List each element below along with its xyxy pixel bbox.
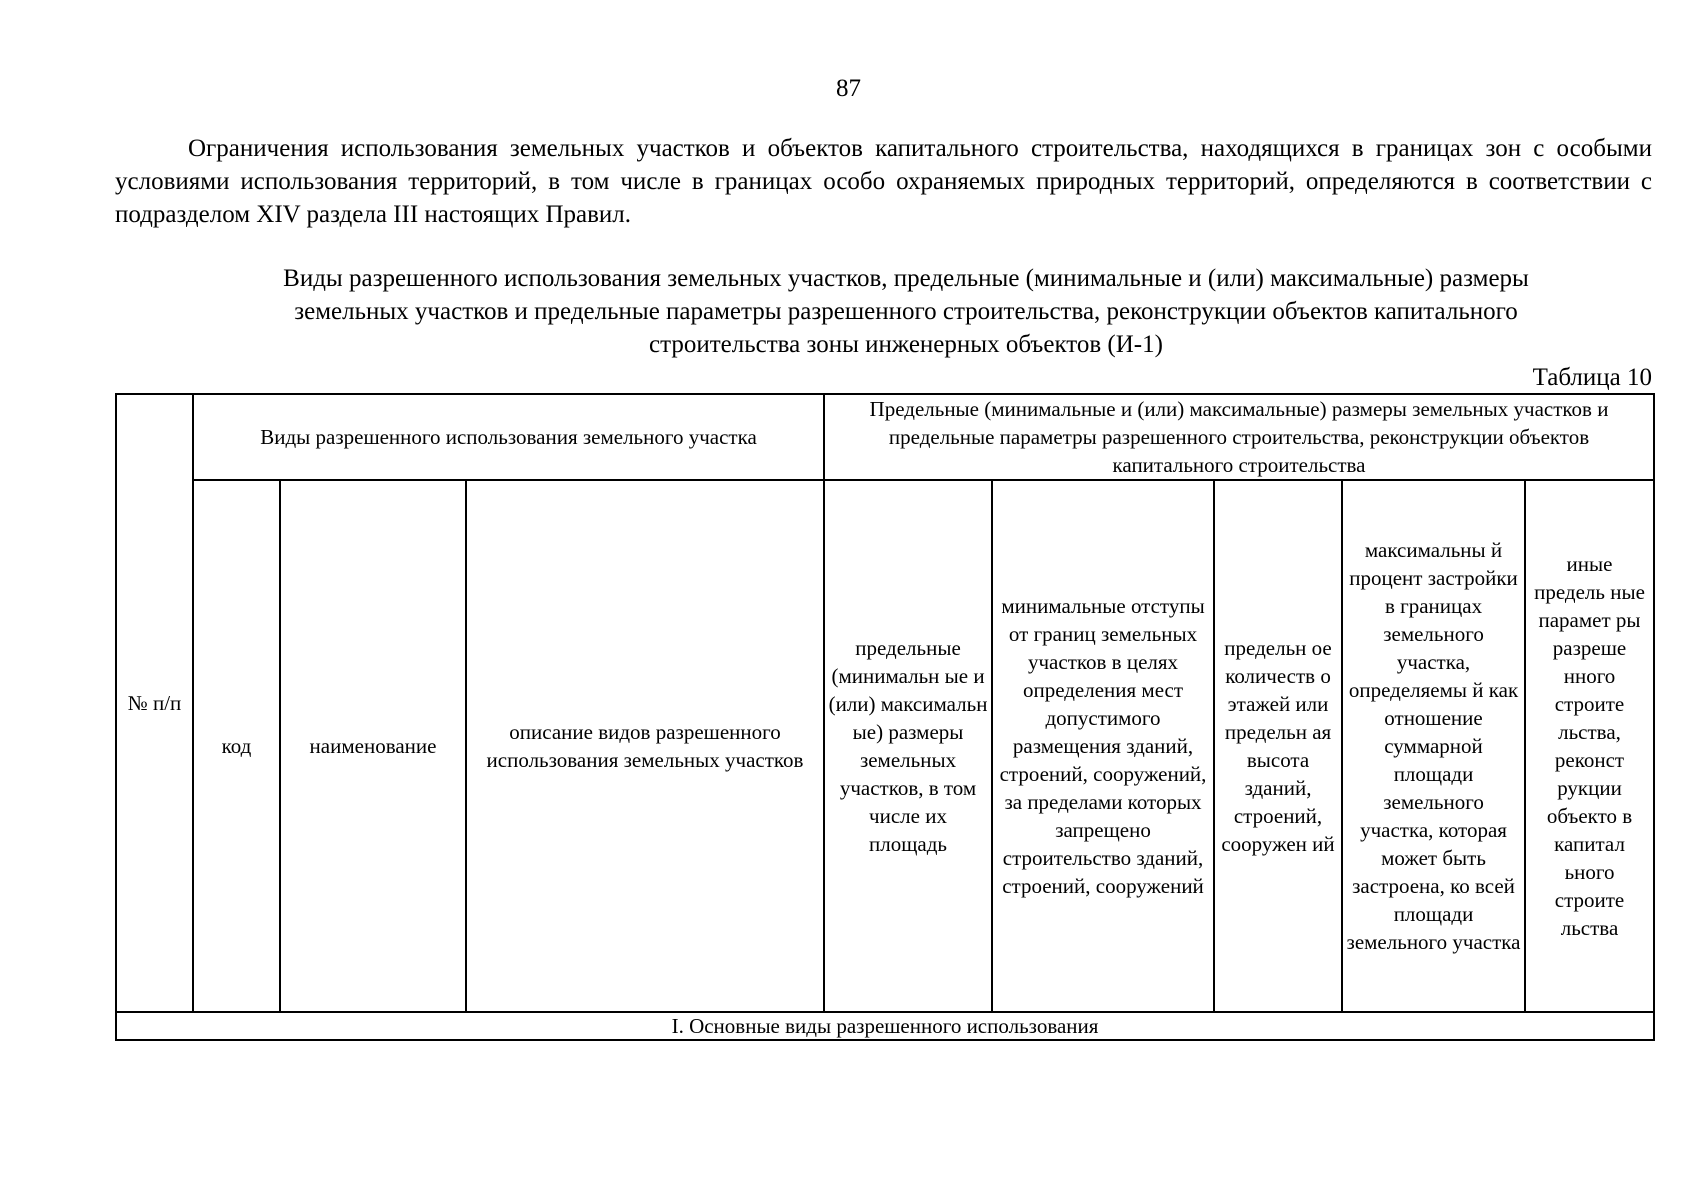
header-group-params: Предельные (минимальные и (или) максимальные) размеры земельных участков и предельные параметры разрешенного строительства, реконструкции объектов капитального строительства	[824, 394, 1654, 480]
table-title-line-3: строительства зоны инженерных объектов (И-1)	[649, 331, 1163, 358]
header-other-params: иные предель ные парамет ры разреше нного строите льства, реконст рукции объекто в капитал ьного строите льства	[1525, 480, 1654, 1012]
intro-paragraph: Ограничения использования земельных участков и объектов капитального строительства, находящихся в границах зон с особыми условиями использования территорий, в том числе в границах особо охраняемых природных территорий, определяются в соответствии с подразделом XIV раздела III настоящих Правил.	[115, 135, 1652, 228]
section-title: I. Основные виды разрешенного использования	[116, 1012, 1654, 1040]
header-setbacks: минимальные отступы от границ земельных участков в целях определения мест допустимого размещения зданий, строений, сооружений, за пределами которых запрещено строительство зданий, строений, сооружений	[992, 480, 1214, 1012]
header-name: наименование	[280, 480, 466, 1012]
table-title-line-1: Виды разрешенного использования земельных участков, предельные (минимальные и (или) максимальные) размеры	[283, 265, 1529, 292]
header-floors: предельн ое количеств о этажей или предельн ая высота зданий, строений, сооружен ий	[1214, 480, 1342, 1012]
header-coverage: максимальны й процент застройки в границах земельного участка, определяемы й как отношение суммарной площади земельного участка, которая может быть застроена, ко всей площади земельного участка	[1342, 480, 1525, 1012]
header-plot-sizes: предельные (минимальн ые и (или) максимальн ые) размеры земельных участков, в том числе их площадь	[824, 480, 992, 1012]
table-title	[180, 262, 1632, 361]
table-caption: Таблица 10	[1532, 364, 1652, 391]
page-number: 87	[836, 75, 861, 102]
header-number: № п/п	[116, 394, 193, 1012]
header-code: код	[193, 480, 280, 1012]
table-title-line-2: земельных участков и предельные параметры разрешенного строительства, реконструкции объектов капитального	[294, 298, 1518, 325]
header-description: описание видов разрешенного использования земельных участков	[466, 480, 824, 1012]
zoning-table	[115, 393, 1655, 1041]
header-group-use: Виды разрешенного использования земельного участка	[193, 394, 824, 480]
